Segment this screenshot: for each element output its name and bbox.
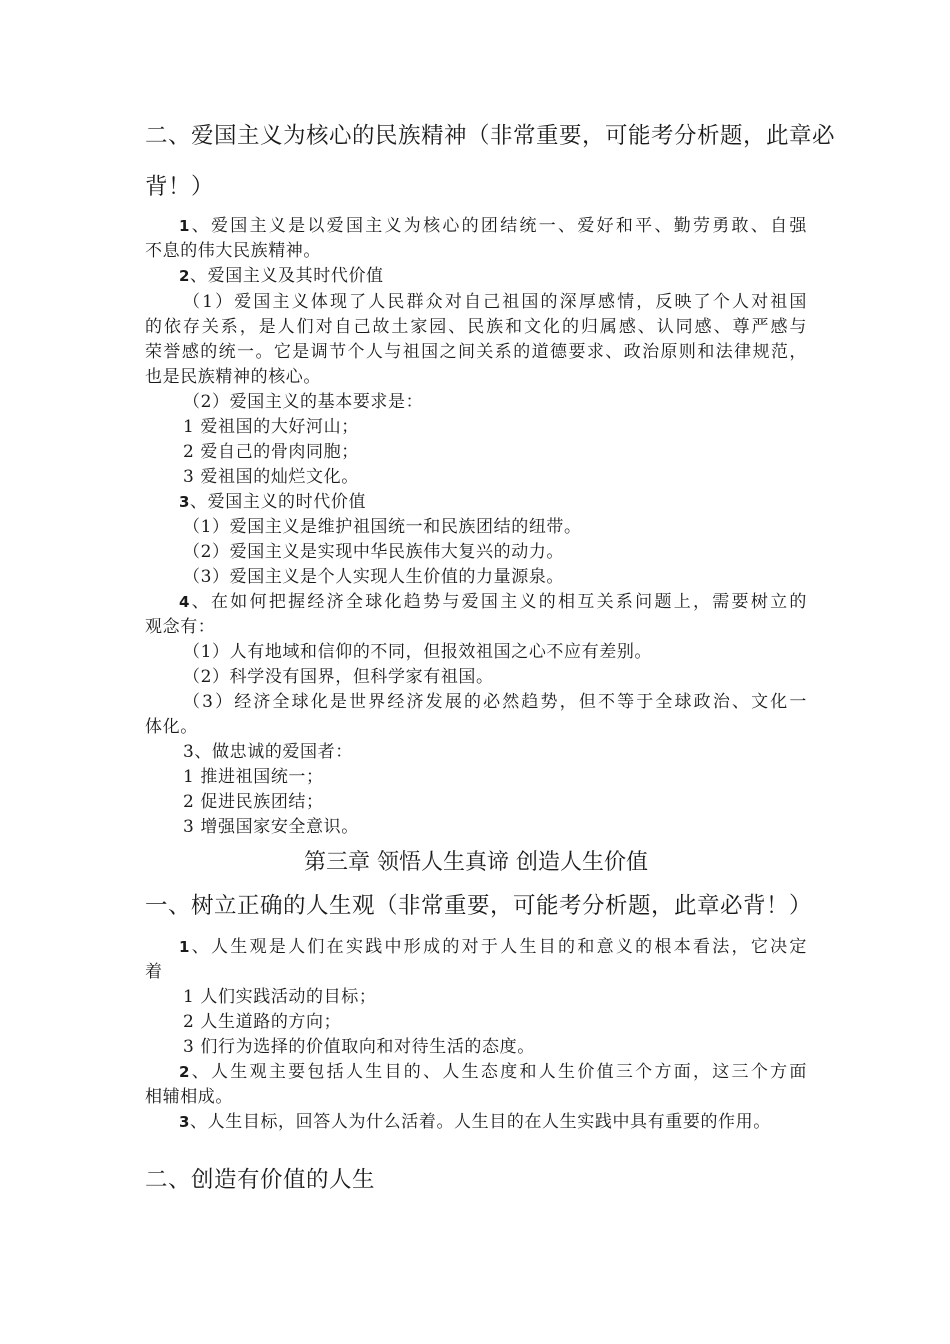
paragraph-number: 4	[179, 593, 191, 611]
list-item: 1 人们实践活动的目标；	[183, 987, 377, 1007]
list-item: （1）爱国主义是维护祖国统一和民族团结的纽带。	[183, 517, 582, 537]
list-item: 3 增强国家安全意识。	[183, 817, 359, 837]
paragraph-number: 2	[179, 1063, 191, 1081]
paragraph-number: 3	[179, 493, 191, 511]
paragraph-1-line-2: 不息的伟大民族精神。	[145, 241, 321, 261]
chapter3-paragraph-2-line-1: 2、人生观主要包括人生目的、人生态度和人生价值三个方面，这三个方面	[179, 1062, 807, 1082]
chapter3-paragraph-1-line-2: 着	[145, 962, 163, 982]
paragraph-1-line-1: 1、爱国主义是以爱国主义为核心的团结统一、爱好和平、勤劳勇敢、自强	[179, 216, 807, 236]
list-item: 2 爱自己的骨肉同胞；	[183, 442, 359, 462]
paragraph-2-1-line-3: 荣誉感的统一。它是调节个人与祖国之间关系的道德要求、政治原则和法律规范，	[145, 342, 807, 362]
paragraph-3: 3、爱国主义的时代价值	[179, 492, 367, 512]
list-item: 2 人生道路的方向；	[183, 1012, 342, 1032]
list-item-cont: 体化。	[145, 717, 198, 737]
list-item: （1）人有地域和信仰的不同，但报效祖国之心不应有差别。	[183, 642, 653, 662]
paragraph-2-1-line-4: 也是民族精神的核心。	[145, 367, 321, 387]
section-heading-patriotism-cont: 背！）	[145, 174, 215, 200]
paragraph-number: 1	[179, 217, 191, 235]
section-heading-valuable-life: 二、创造有价值的人生	[145, 1167, 376, 1193]
list-item: （2）科学没有国界，但科学家有祖国。	[183, 667, 494, 687]
list-item: 3 们行为选择的价值取向和对待生活的态度。	[183, 1037, 535, 1057]
list-item: （3）爱国主义是个人实现人生价值的力量源泉。	[183, 567, 565, 587]
chapter3-paragraph-1-line-1: 1、人生观是人们在实践中形成的对于人生目的和意义的根本看法，它决定	[179, 937, 807, 957]
list-item: （3）经济全球化是世界经济发展的必然趋势，但不等于全球政治、文化一	[183, 692, 807, 712]
section-heading-patriotism: 二、爱国主义为核心的民族精神（非常重要，可能考分析题，此章必	[145, 123, 836, 149]
list-item: 2 促进民族团结；	[183, 792, 324, 812]
paragraph-number: 2	[179, 267, 191, 285]
paragraph-2: 2、爱国主义及其时代价值	[179, 266, 384, 286]
list-item: 1 爱祖国的大好河山；	[183, 417, 359, 437]
chapter3-paragraph-2-line-2: 相辅相成。	[145, 1087, 233, 1107]
chapter-title: 第三章 领悟人生真谛 创造人生价值	[304, 850, 648, 875]
paragraph-4-line-2: 观念有：	[145, 617, 216, 637]
paragraph-5: 3、做忠诚的爱国者：	[183, 742, 353, 762]
paragraph-2-1-line-2: 的依存关系，是人们对自己故土家园、民族和文化的归属感、认同感、尊严感与	[145, 317, 807, 337]
paragraph-number: 3	[179, 1113, 191, 1131]
list-item: 3 爱祖国的灿烂文化。	[183, 467, 359, 487]
paragraph-2-2-intro: （2）爱国主义的基本要求是：	[183, 392, 424, 412]
chapter3-paragraph-3: 3、人生目标，回答人为什么活着。人生目的在人生实践中具有重要的作用。	[179, 1112, 771, 1132]
list-item: （2）爱国主义是实现中华民族伟大复兴的动力。	[183, 542, 565, 562]
paragraph-2-1-line-1: （1）爱国主义体现了人民群众对自己祖国的深厚感情，反映了个人对祖国	[183, 292, 807, 312]
paragraph-number: 1	[179, 938, 191, 956]
paragraph-4-line-1: 4、在如何把握经济全球化趋势与爱国主义的相互关系问题上，需要树立的	[179, 592, 807, 612]
list-item: 1 推进祖国统一；	[183, 767, 324, 787]
section-heading-outlook-on-life: 一、树立正确的人生观（非常重要，可能考分析题，此章必背！）	[145, 893, 813, 919]
